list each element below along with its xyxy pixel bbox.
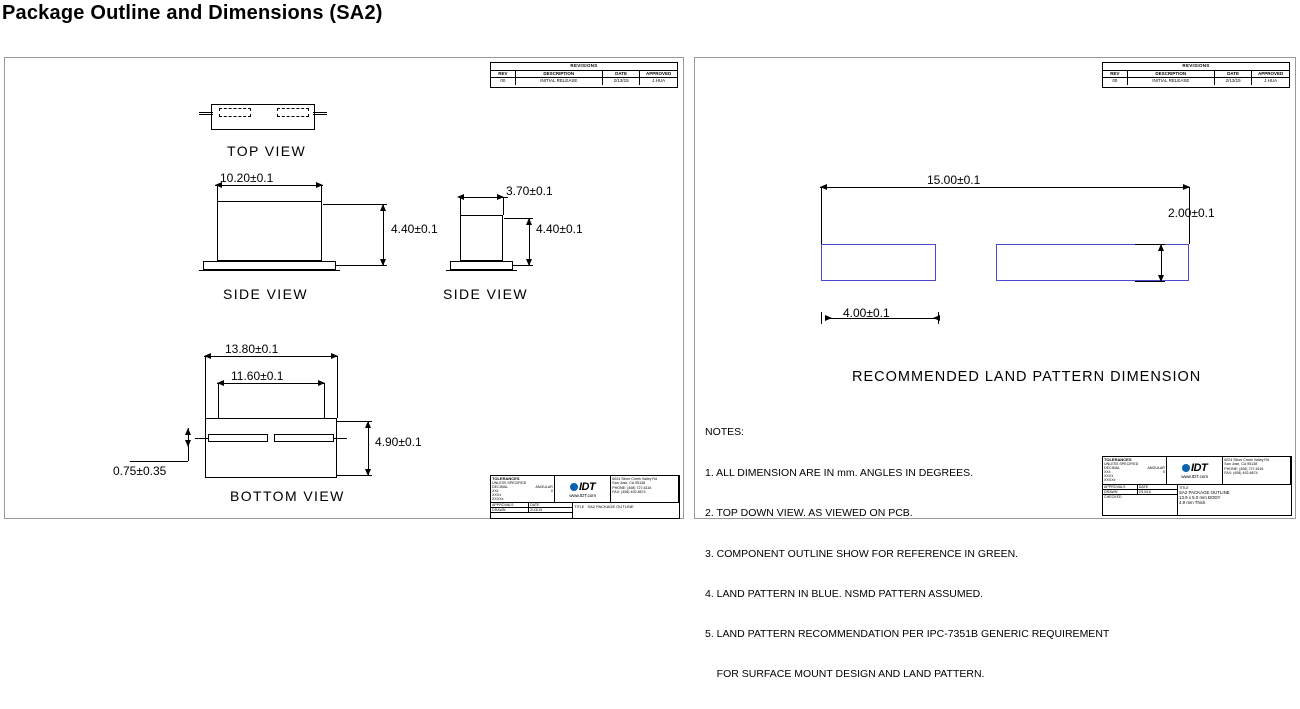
pad-height-ext-top (1135, 244, 1165, 245)
title-block-left (490, 475, 680, 519)
pad-thickness-leader (130, 461, 188, 462)
side-width-ext-right (321, 185, 322, 201)
note-4: 4. LAND PATTERN IN BLUE. NSMD PATTERN ASSUMED. (705, 587, 984, 600)
title-label: TITLE (574, 505, 585, 509)
bottom-view-pad-right-tail (333, 438, 347, 439)
tolerance-row-1: XX± (492, 489, 499, 493)
revision-cell-approved: J.HUA (652, 78, 666, 83)
address-line-3: PHONE: (408) 727-6116 (612, 485, 652, 490)
tolerances-cell (491, 476, 555, 502)
bottom-outer-ext-left (205, 356, 206, 418)
notes-title: NOTES: (705, 426, 745, 438)
pad-width-arrow-in-left (825, 315, 832, 321)
revision-cell-description: INITIAL RELEASE (516, 78, 603, 85)
overall-width-ext-left (821, 187, 822, 244)
top-view-lead-right-2 (313, 114, 327, 115)
bottom-height-ext-top (337, 421, 372, 422)
approvals-label-right: APPROVALS (1103, 485, 1138, 489)
idt-dot-icon (570, 483, 578, 491)
drawn-date-right: 2/13/15 (1138, 490, 1151, 494)
end-width-ext-right (503, 197, 504, 215)
approvals-cell (491, 503, 573, 519)
side-height-value: 4.40±0.1 (391, 222, 438, 236)
idt-logo-text: IDT (578, 480, 596, 493)
idt-logo-right (1182, 462, 1207, 474)
revision-header-description: DESCRIPTION (516, 71, 603, 78)
address-line-2-right: San Jose, CA 95138 (1224, 462, 1258, 467)
idt-logo-text-right: IDT (1190, 462, 1208, 474)
approvals-cell-right (1103, 485, 1178, 516)
end-view-label: SIDE VIEW (443, 286, 528, 302)
revision-table-left (490, 62, 678, 88)
table-row (1103, 78, 1289, 85)
pad-thickness-leader-v (188, 442, 189, 461)
overall-width-value: 15.00±0.1 (927, 173, 981, 187)
address-line-2: San Jose, CA 95138 (612, 481, 646, 486)
revision-cell-description-right: INITIAL RELEASE (1128, 78, 1215, 85)
end-height-ext-top (504, 218, 533, 219)
end-height-arrow-up (526, 218, 532, 225)
address-line-1-right: 6024 Silver Creek Valley Rd (1224, 458, 1269, 462)
bottom-inner-ext-left (218, 383, 219, 418)
pad-thickness-value: 0.75±0.35 (113, 464, 167, 478)
idt-logo (570, 481, 595, 493)
pad-width-ext-left (821, 312, 822, 324)
top-view-pad-left (219, 108, 251, 117)
revision-cell-date: 2/13/15 (603, 78, 641, 85)
tolerance-row-2-right: XXX± (1104, 474, 1114, 478)
decimal-label-right: DECIMAL (1104, 466, 1120, 470)
side-height-ext-top (323, 204, 387, 205)
tolerance-row-3-right: XXXX± (1104, 478, 1116, 482)
pad-width-ext-right (938, 312, 939, 324)
address-line-1: 6024 Silver Creek Valley Rd (612, 477, 657, 481)
end-height-ext-bottom (513, 265, 533, 266)
end-view-body (460, 215, 503, 261)
right-drawing-title-line2: 13.9 x 5.0 mm BODY (1179, 495, 1221, 500)
page-title: Package Outline and Dimensions (SA2) (2, 2, 383, 24)
bottom-inner-dim-line (217, 383, 325, 384)
bottom-height-value: 4.90±0.1 (375, 435, 422, 449)
revision-header-rev: REV (491, 71, 516, 78)
note-2: 2. TOP DOWN VIEW. AS VIEWED ON PCB. (705, 507, 913, 520)
pad-thickness-arrow-up (185, 428, 191, 435)
revision-header-rev-right: REV (1103, 71, 1128, 78)
drawn-date: 2/13/15 (530, 508, 543, 512)
approvals-label: APPROVALS (491, 503, 529, 507)
side-view-body (217, 201, 322, 261)
bottom-inner-ext-right (324, 383, 325, 418)
drawn-label-right: DRAWN (1103, 490, 1138, 494)
tolerances-label-right: TOLERANCES (1104, 457, 1132, 462)
side-width-ext-left (217, 185, 218, 201)
idt-logo-cell (555, 476, 611, 502)
side-view-base (203, 261, 336, 270)
left-drawing-title: SA2 PACKAGE OUTLINE (587, 504, 634, 509)
address-line-4-right: FAX: (408) 492-8674 (1224, 471, 1258, 476)
top-view-lead-left-2 (199, 114, 213, 115)
revision-table-right (1102, 62, 1290, 88)
revision-header-date: DATE (603, 71, 641, 78)
idt-logo-cell-right (1167, 457, 1223, 484)
tolerances-cell-right (1103, 457, 1167, 484)
bottom-view-pad-left-tail (195, 438, 209, 439)
note-5: 5. LAND PATTERN RECOMMENDATION PER IPC-7351B GENERIC REQUIREMENT (705, 628, 1110, 641)
bottom-outer-value: 13.80±0.1 (225, 342, 279, 356)
drawing-title-cell-right (1178, 485, 1291, 516)
note-3: 3. COMPONENT OUTLINE SHOW FOR REFERENCE IN GREEN. (705, 547, 1019, 560)
unless-specified-label-right: UNLESS SPECIFIED (1104, 462, 1139, 466)
land-pad-left (821, 244, 936, 281)
revision-cell-rev: 00 (491, 78, 516, 85)
approvals-date-label: DATE (530, 503, 540, 507)
pad-height-value: 2.00±0.1 (1168, 206, 1215, 220)
idt-address-right (1223, 457, 1291, 484)
table-row (491, 78, 677, 85)
tolerance-row-1-right: XX± (1104, 470, 1111, 474)
land-pattern-caption: RECOMMENDED LAND PATTERN DIMENSION (852, 369, 1202, 385)
pad-height-arrow-up (1158, 244, 1164, 251)
title-block-right (1102, 456, 1292, 516)
side-view-base-underline (199, 270, 340, 271)
note-6: FOR SURFACE MOUNT DESIGN AND LAND PATTERN. (705, 668, 985, 681)
bottom-view-body (205, 418, 337, 478)
angular-label: ANGULAR (535, 485, 553, 489)
revision-header-description-right: DESCRIPTION (1128, 71, 1215, 78)
decimal-label: DECIMAL (492, 485, 508, 489)
revision-table-header (491, 71, 677, 79)
idt-website-right: www.IDT.com (1181, 474, 1208, 479)
top-view-lead-right (313, 112, 327, 113)
overall-width-dim-line (820, 187, 1190, 188)
bottom-view-label: BOTTOM VIEW (230, 488, 345, 504)
side-height-ext-bottom (336, 265, 387, 266)
pad-height-ext-bottom (1135, 281, 1165, 282)
revision-table-header-right (1103, 71, 1289, 79)
bottom-view-pad-left (208, 434, 268, 442)
revision-cell-rev-right: 00 (1103, 78, 1128, 85)
end-view-base-underline (446, 270, 517, 271)
note-1: 1. ALL DIMENSION ARE IN mm. ANGLES IN DEGREES. (705, 466, 974, 479)
bottom-height-arrow-up (365, 421, 371, 428)
angular-label-right: ANGULAR (1147, 466, 1165, 470)
idt-address (611, 476, 679, 502)
revision-table-title: REVISIONS (491, 63, 677, 71)
idt-dot-icon-right (1182, 464, 1190, 472)
bottom-inner-value: 11.60±0.1 (231, 369, 284, 383)
notes-list (705, 440, 1109, 709)
side-height-arrow-up (380, 204, 386, 211)
top-view-label: TOP VIEW (227, 143, 307, 159)
left-drawing-panel (4, 57, 684, 519)
drawn-label: DRAWN (491, 508, 529, 512)
side-width-dim-line (215, 185, 323, 186)
tolerances-label: TOLERANCES (492, 476, 520, 481)
address-line-4: FAX: (408) 492-8674 (612, 490, 646, 495)
title-label-right: TITLE (1179, 486, 1189, 490)
right-drawing-title-line3: 4.9 mm Thick (1179, 500, 1206, 505)
end-height-value: 4.40±0.1 (536, 222, 583, 236)
revision-cell-date-right: 2/13/15 (1215, 78, 1253, 85)
revision-cell-approved-right: J.HUA (1264, 78, 1278, 83)
end-width-value: 3.70±0.1 (506, 184, 553, 198)
side-view-label: SIDE VIEW (223, 286, 308, 302)
drawing-title-cell (573, 503, 679, 519)
right-drawing-title-line1: SA2 PACKAGE OUTLINE (1179, 490, 1230, 495)
tolerance-row-3: XXXX± (492, 497, 504, 501)
top-view-pad-right (277, 108, 309, 117)
bottom-view-pad-right (274, 434, 334, 442)
end-width-ext-left (460, 197, 461, 215)
side-height-dim-line (383, 204, 384, 266)
idt-website: www.IDT.com (569, 492, 596, 498)
revision-header-date-right: DATE (1215, 71, 1253, 78)
bottom-height-ext-bottom (337, 475, 372, 476)
revision-table-title-right: REVISIONS (1103, 63, 1289, 71)
end-view-base (450, 261, 513, 270)
unless-specified-label: UNLESS SPECIFIED (492, 481, 527, 485)
pad-width-value: 4.00±0.1 (843, 306, 890, 320)
approvals-date-label-right: DATE (1138, 485, 1149, 489)
angular-value: 0 (550, 489, 553, 493)
angular-value-right: 0 (1162, 470, 1165, 474)
revision-header-approved-right: APPROVED (1258, 70, 1284, 76)
side-width-value: 10.20±0.1 (220, 171, 274, 185)
bottom-outer-ext-right (337, 356, 338, 418)
revision-header-approved: APPROVED (646, 70, 672, 76)
top-view-lead-left (199, 112, 213, 113)
checked-label-right: CHECKED (1104, 495, 1122, 499)
tolerance-row-2: XXX± (492, 493, 502, 497)
bottom-height-dim-line (368, 421, 369, 476)
right-drawing-panel (694, 57, 1296, 681)
address-line-3-right: PHONE: (408) 727-6116 (1224, 466, 1264, 471)
bottom-outer-dim-line (204, 356, 338, 357)
